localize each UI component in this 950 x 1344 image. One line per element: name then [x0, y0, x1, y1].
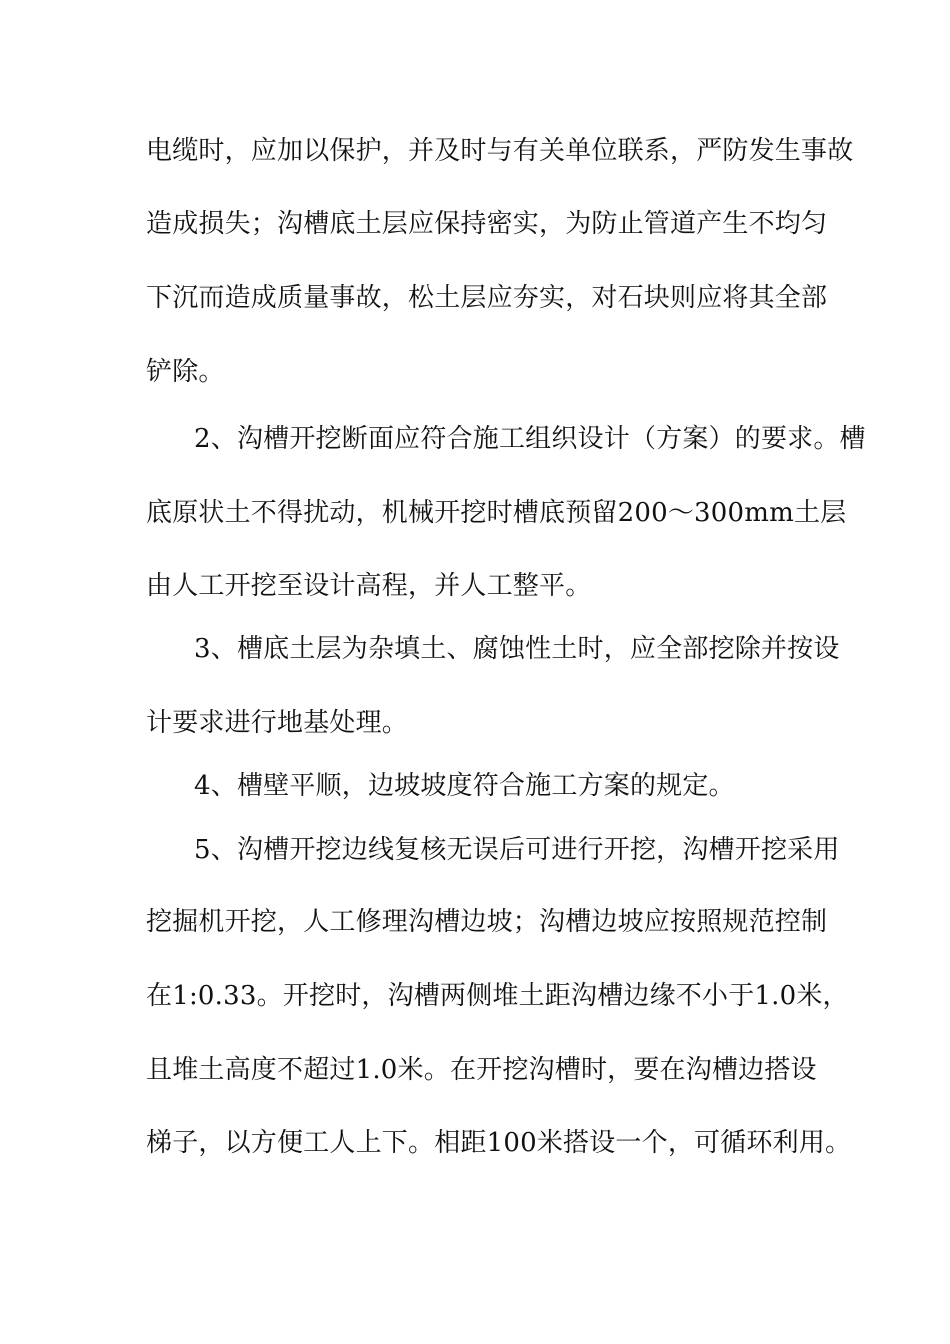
text-line: 造成损失；沟槽底土层应保持密实，为防止管道产生不均匀 [146, 209, 828, 239]
text-line: 5、沟槽开挖边线复核无误后可进行开挖，沟槽开挖采用 [194, 835, 840, 865]
text-line: 且堆土高度不超过1.0米。在开挖沟槽时，要在沟槽边搭设 [146, 1055, 817, 1085]
text-line: 电缆时，应加以保护，并及时与有关单位联系，严防发生事故 [146, 136, 854, 166]
text-line: 在1:0.33。开挖时，沟槽两侧堆土距沟槽边缘不小于1.0米， [146, 981, 849, 1011]
text-line: 4、槽壁平顺，边坡坡度符合施工方案的规定。 [194, 771, 735, 801]
text-line: 底原状土不得扰动，机械开挖时槽底预留200～300mm土层 [146, 498, 847, 528]
text-line: 2、沟槽开挖断面应符合施工组织设计（方案）的要求。槽 [194, 424, 866, 454]
text-line: 由人工开挖至设计高程，并人工整平。 [146, 571, 592, 601]
text-line: 梯子，以方便工人上下。相距100米搭设一个，可循环利用。 [146, 1128, 852, 1158]
text-line: 挖掘机开挖，人工修理沟槽边坡；沟槽边坡应按照规范控制 [146, 907, 828, 937]
text-line: 3、槽底土层为杂填土、腐蚀性土时，应全部挖除并按设 [194, 634, 840, 664]
text-line: 计要求进行地基处理。 [146, 708, 409, 738]
text-line: 铲除。 [146, 357, 225, 387]
text-line: 下沉而造成质量事故，松土层应夯实，对石块则应将其全部 [146, 283, 828, 313]
